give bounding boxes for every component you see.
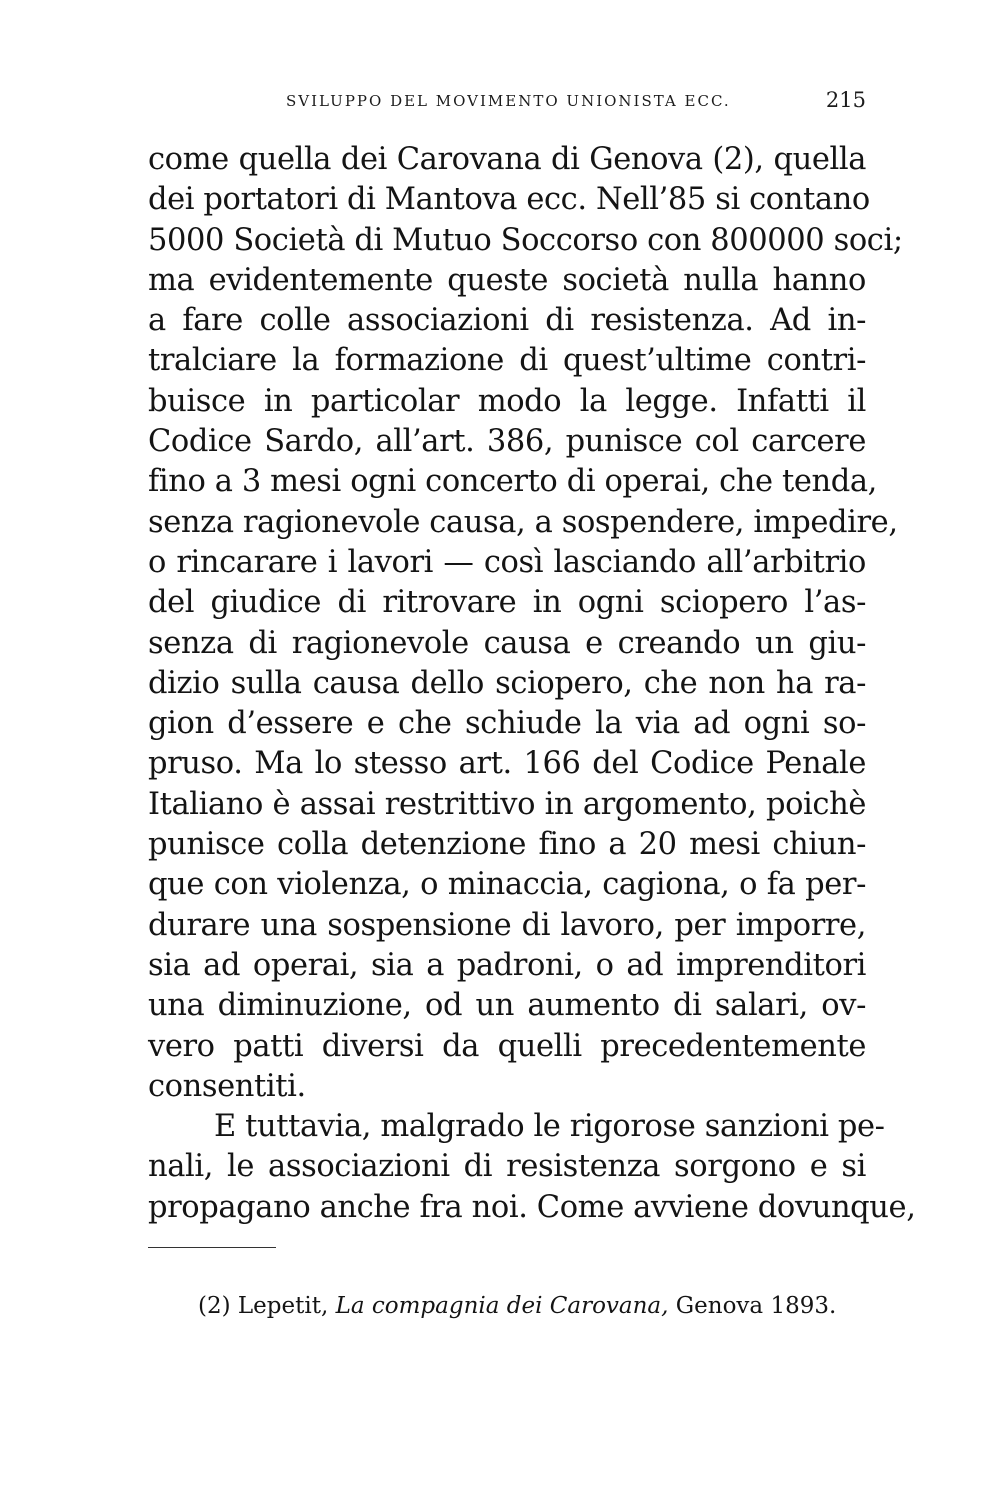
text-line: E tuttavia, malgrado le rigorose sanzioni pe- xyxy=(214,1109,885,1145)
text-line: punisce colla detenzione fino a 20 mesi chiun- xyxy=(148,827,866,863)
text-line: senza di ragionevole causa e creando un giu- xyxy=(148,625,866,661)
text-line: pruso. Ma lo stesso art. 166 del Codice Penale xyxy=(148,746,866,782)
footnote-title: La compagnia dei Carovana, xyxy=(335,1293,669,1319)
text-line: come quella dei Carovana di Genova (2), quella xyxy=(148,142,866,177)
text-line: Italiano è assai restrittivo in argomento, poichè xyxy=(148,786,866,822)
footnote xyxy=(198,1291,836,1321)
text-line: sia ad operai, sia a padroni, o ad imprenditori xyxy=(148,947,866,983)
text-line: dizio sulla causa dello sciopero, che non ha ra- xyxy=(148,665,866,701)
text-line: gion d’essere e che schiude la via ad ogni so- xyxy=(148,706,866,742)
text-line: Codice Sardo, all’art. 386, punisce col carcere xyxy=(148,424,866,460)
text-line: 5000 Società di Mutuo Soccorso con 800000 soci; xyxy=(148,222,903,258)
text-line: que con violenza, o minaccia, cagiona, o fa per- xyxy=(148,867,866,903)
text-line: buisce in particolar modo la legge. Infatti il xyxy=(148,383,866,419)
text-line: vero patti diversi da quelli precedentemente xyxy=(148,1028,866,1064)
text-line: a fare colle associazioni di resistenza. Ad in- xyxy=(148,303,866,339)
running-head: SVILUPPO DEL MOVIMENTO UNIONISTA ECC. xyxy=(286,92,731,110)
text-line: del giudice di ritrovare in ogni sciopero l’as- xyxy=(148,585,866,621)
text-line: ma evidentemente queste società nulla hanno xyxy=(148,262,866,298)
text-line: o rincarare i lavori — così lasciando all’arbitrio xyxy=(148,544,866,580)
page-header xyxy=(148,88,866,118)
page-number: 215 xyxy=(825,88,866,112)
text-line: fino a 3 mesi ogni concerto di operai, che tenda, xyxy=(148,464,877,500)
text-line: nali, le associazioni di resistenza sorgono e si xyxy=(148,1149,866,1185)
text-line: tralciare la formazione di quest’ultime contri- xyxy=(148,343,866,379)
text-line: dei portatori di Mantova ecc. Nell’85 si contano xyxy=(148,182,870,218)
footnote-place-year: Genova 1893. xyxy=(675,1293,837,1319)
text-line: una diminuzione, od un aumento di salari, ov- xyxy=(148,988,866,1024)
body-text xyxy=(148,140,916,1228)
text-line: consentiti. xyxy=(148,1068,306,1104)
text-line: senza ragionevole causa, a sospendere, impedire, xyxy=(148,504,898,540)
footnote-rule xyxy=(148,1247,276,1248)
text-line: durare una sospensione di lavoro, per imporre, xyxy=(148,907,866,943)
footnote-marker: (2) Lepetit, xyxy=(198,1293,329,1319)
text-line: propagano anche fra noi. Come avviene dovunque, xyxy=(148,1189,916,1225)
